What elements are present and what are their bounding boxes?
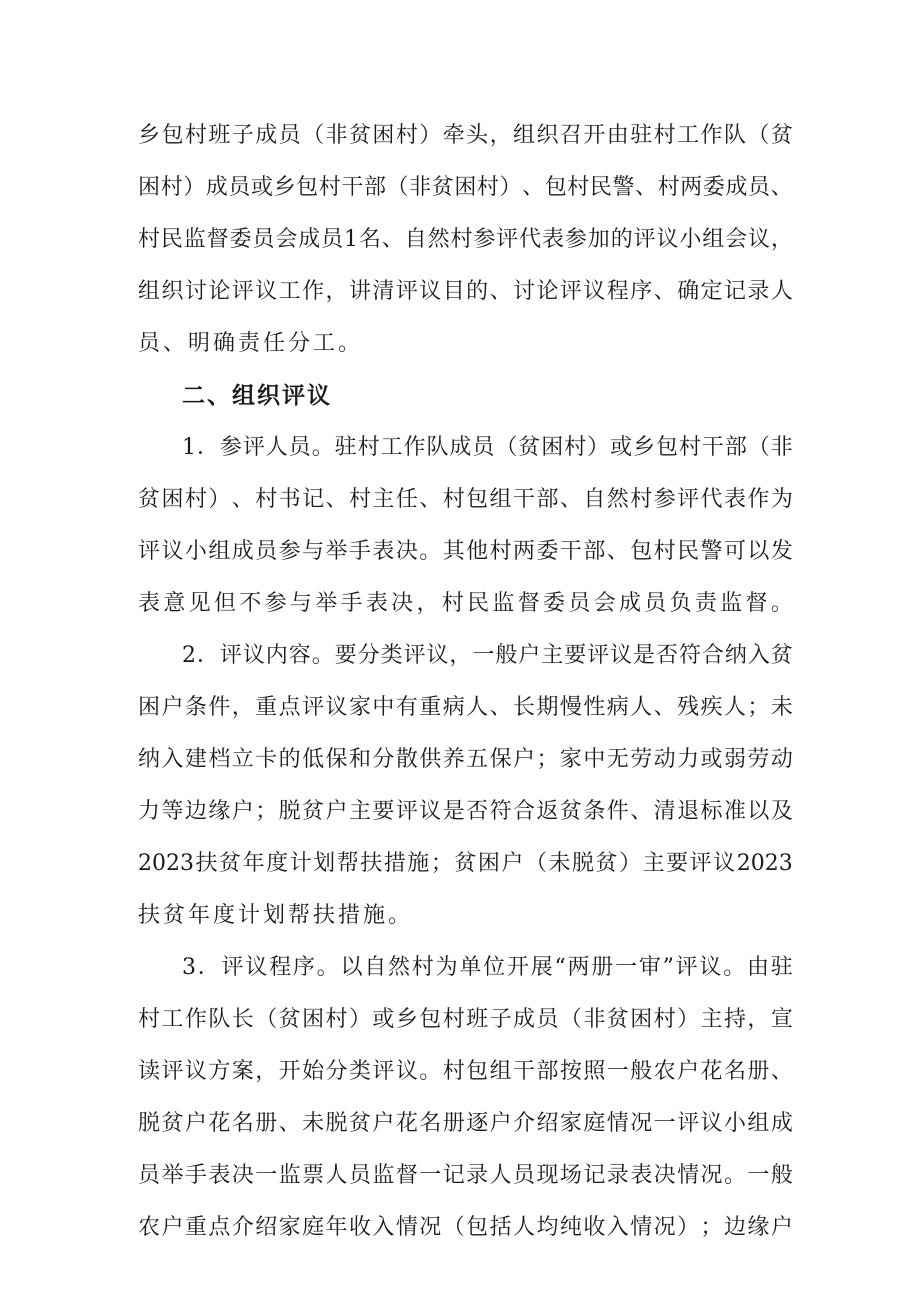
- text-line: 员 举 手 表 决 一 监 票 人 员 监 督 一 记 录 人 员 现 场 记 录 表 决 情 况 。 一 般: [138, 1163, 793, 1188]
- text-line: 3 ． 评 议 程 序 。 以 自 然 村 为 单 位 开 展 “ 两 册 一 审 ” 评 议 。 由 驻: [182, 955, 793, 980]
- text-line: 村 民 监 督 委 员 会 成 员 1 名 、 自 然 村 参 评 代 表 参 加 的 评 议 小 组 会 议 ，: [138, 227, 793, 252]
- text-line: 农 户 重 点 介 绍 家 庭 年 收 入 情 况 （ 包 括 人 均 纯 收 入 情 况 ） ； 边 缘 户: [138, 1215, 793, 1240]
- text-line: 贫 困 村 ） 、 村 书 记 、 村 主 任 、 村 包 组 干 部 、 自 然 村 参 评 代 表 作 为: [138, 487, 793, 512]
- text-line: 扶贫年度计划帮扶措施。: [138, 903, 414, 928]
- paragraph-procedure: [138, 942, 793, 1254]
- text-line: 读 评 议 方 案 ， 开 始 分 类 评 议 。 村 包 组 干 部 按 照 一 般 农 户 花 名 册 、: [138, 1059, 793, 1084]
- text-line: 乡 包 村 班 子 成 员 （ 非 贫 困 村 ） 牵 头 ， 组 织 召 开 由 驻 村 工 作 队 （ 贫: [138, 123, 793, 148]
- text-line: 2 ． 评 议 内 容 。 要 分 类 评 议 ， 一 般 户 主 要 评 议 是 否 符 合 纳 入 贫: [182, 643, 793, 668]
- text-line: 纳 入 建 档 立 卡 的 低 保 和 分 散 供 养 五 保 户 ； 家 中 无 劳 动 力 或 弱 劳 动: [138, 747, 793, 772]
- text-line: 1 ． 参 评 人 员 。 驻 村 工 作 队 成 员 （ 贫 困 村 ） 或 乡 包 村 干 部 （ 非: [182, 435, 793, 460]
- paragraph-intro: [138, 110, 793, 370]
- text-line: 表 意 见 但 不 参 与 举 手 表 决 ， 村 民 监 督 委 员 会 成 员 负 责 监 督 。: [138, 591, 793, 616]
- text-line: 困 村 ） 成 员 或 乡 包 村 干 部 （ 非 贫 困 村 ） 、 包 村 民 警 、 村 两 委 成 员 、: [138, 175, 793, 200]
- text-line: 困 户 条 件 ， 重 点 评 议 家 中 有 重 病 人 、 长 期 慢 性 病 人 、 残 疾 人 ； 未: [138, 695, 793, 720]
- text-line: 2023 扶 贫 年 度 计 划 帮 扶 措 施 ； 贫 困 户 （ 未 脱 贫 ） 主 要 评 议 2023: [138, 851, 793, 876]
- text-line: 村 工 作 队 长 （ 贫 困 村 ） 或 乡 包 村 班 子 成 员 （ 非 贫 困 村 ） 主 持 ， 宣: [138, 1007, 793, 1032]
- paragraph-participants: [138, 422, 793, 630]
- text-line: 组 织 讨 论 评 议 工 作 ， 讲 清 评 议 目 的 、 讨 论 评 议 程 序 、 确 定 记 录 人: [138, 279, 793, 304]
- text-line: 员、明确责任分工。: [138, 331, 364, 356]
- paragraph-content: [138, 630, 793, 942]
- section-heading: 二、组织评议: [182, 383, 332, 409]
- document-body: [138, 110, 793, 1254]
- text-line: 力 等 边 缘 户 ； 脱 贫 户 主 要 评 议 是 否 符 合 返 贫 条 件 、 清 退 标 准 以 及: [138, 799, 793, 824]
- text-line: 脱 贫 户 花 名 册 、 未 脱 贫 户 花 名 册 逐 户 介 绍 家 庭 情 况 一 评 议 小 组 成: [138, 1111, 793, 1136]
- text-line: 评 议 小 组 成 员 参 与 举 手 表 决 。 其 他 村 两 委 干 部 、 包 村 民 警 可 以 发: [138, 539, 793, 564]
